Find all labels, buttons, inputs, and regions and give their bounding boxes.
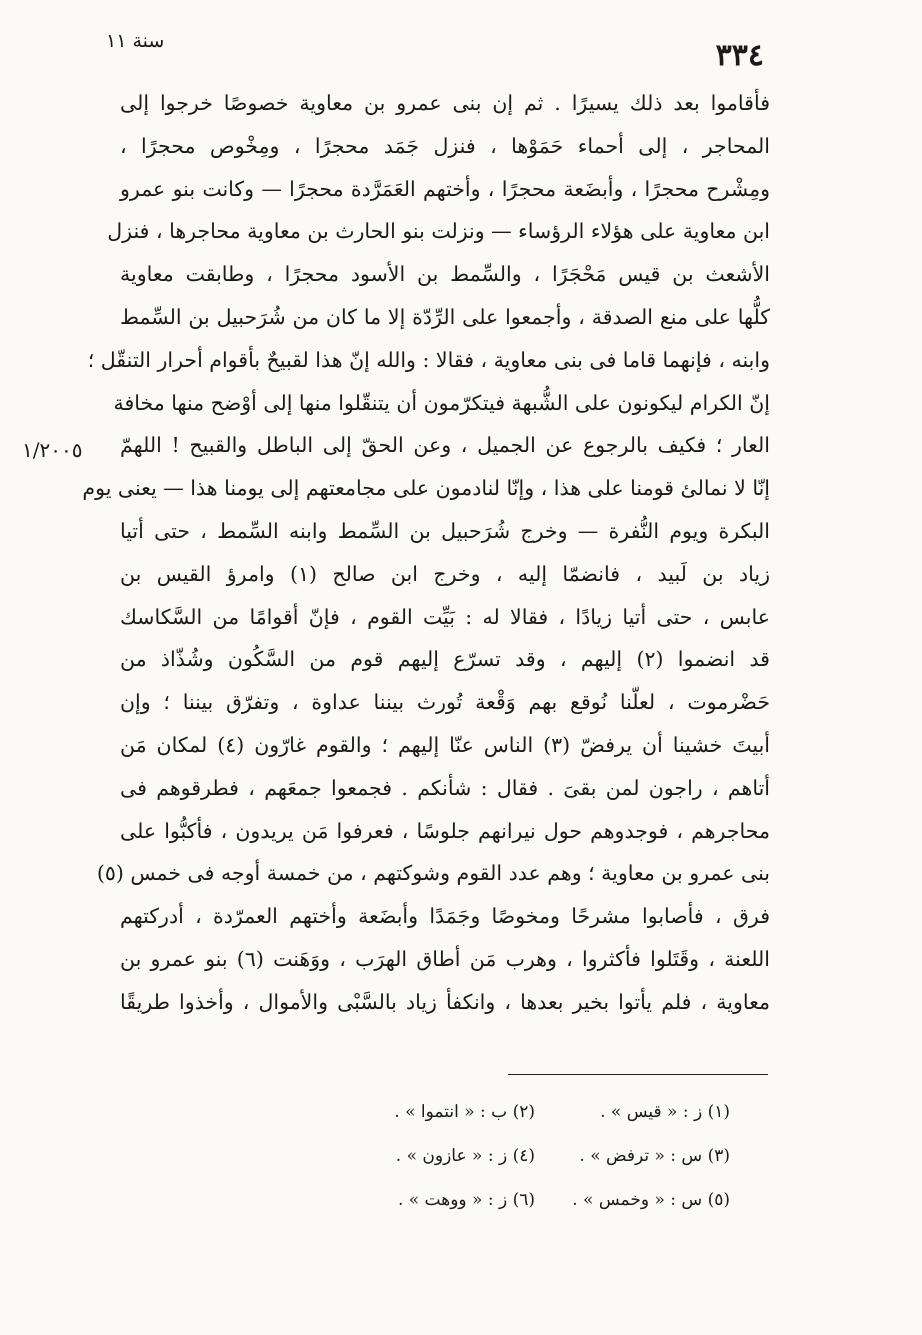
text-line: الأشعث بن قيس مَحْجَرًا ، والسِّمط بن الأسود محجرًا ، وطابقت معاوية (120, 262, 770, 287)
text-line: عابس ، حتى أتيا زيادًا ، فقالا له : بَيِّت القوم ، فإنّ أقوامًا من السَّكاسك (120, 604, 770, 629)
margin-reference: ١/٢٠٠٥ (22, 438, 83, 462)
body-text (82, 82, 770, 1024)
text-line: أبيتَ خشينا أن يرفضّ (٣) الناس عنّا إليهم ؛ والقوم غارّون (٤) لمكان مَن (120, 732, 770, 757)
text-line: ومِشْرح محجرًا ، وأبضَعة محجرًا ، وأختهم العَمَرَّدة محجرًا — وكانت بنو عمرو (120, 176, 770, 201)
footnote-2: (٢) ب : « انتموا » . (394, 1102, 535, 1122)
text-line: قد انضموا (٢) إليهم ، وقد تسرّع إليهم قوم من السَّكُون وشُذّاذ من (120, 647, 770, 672)
footnote-3: (٣) س : « ترفض » . (579, 1146, 730, 1166)
page-number: ٣٣٤ (715, 38, 764, 73)
text-line: بنى عمرو بن معاوية ؛ وهم عدد القوم وشوكتهم ، من خمسة أوجه فى خمس (٥) (96, 861, 770, 886)
footnote-1: (١) ز : « قيس » . (600, 1102, 730, 1122)
text-line: اللعنة ، وقَتَلوا فأكثروا ، وهرب مَن أطاق الهرَب ، ووَهَنت (٦) بنو عمرو بن (120, 946, 770, 971)
text-line: زياد بن لَبيد ، فانضمّا إليه ، وخرج ابن صالح (١) وامرؤ القيس بن (120, 561, 770, 586)
text-line: أتاهم ، راجون لمن بقىَ . فقال : شأنكم . فجمعوا جمعَهم ، فطرقوهم فى (120, 775, 770, 800)
text-line: محاجرهم ، فوجدوهم حول نيرانهم جلوسًا ، فعرفوا مَن يريدون ، فأكبُّوا على (120, 818, 770, 843)
footnote-row (340, 1090, 730, 1134)
footnote-divider (508, 1074, 768, 1075)
footnote-row (340, 1178, 730, 1222)
text-line: فأقاموا بعد ذلك يسيرًا . ثم إن بنى عمرو بن معاوية خصوصًا خرجوا إلى (120, 91, 770, 115)
text-line: حَضْرموت ، لعلّنا نُوقع بهم وَقْعة تُورث بيننا عداوة ، وتفرّق بيننا ؛ وإن (120, 690, 770, 715)
text-line: كلُّها على منع الصدقة ، وأجمعوا على الرِّدّة إلا ما كان من شُرَحبيل بن السِّمط (120, 304, 770, 329)
footnote-4: (٤) ز : « عازون » . (395, 1146, 535, 1166)
text-line: معاوية ، فلم يأتوا بخير بعدها ، وانكفأ زياد بالسَّبْى والأموال ، وأخذوا طريقًا (120, 989, 770, 1014)
text-line: فرق ، فأصابوا مشرحًا ومخوصًا وجَمَدًا وأبضَعة وأختهم العمرّدة ، أدركتهم (120, 904, 770, 929)
text-line: إنّا لا نمالئ قومنا على هذا ، وإنّا لنادمون على مجامعتهم إلى يومنا هذا — يعنى يوم (82, 476, 770, 501)
text-line: إنّ الكرام ليكونون على الشُّبهة فيتكرّمون أن يتنقّلوا منها إلى أوْضح منها مخافة (113, 390, 770, 415)
text-line: العار ؛ فكيف بالرجوع عن الجميل ، وعن الحقّ إلى الباطل والقبيح ! اللهمّ (120, 433, 770, 458)
footnote-row (340, 1134, 730, 1178)
footnote-6: (٦) ز : « ووهت » . (397, 1190, 535, 1210)
footnote-5: (٥) س : « وخمس » . (572, 1190, 730, 1210)
running-head-year: سنة ١١ (106, 30, 165, 52)
footnotes (340, 1090, 730, 1222)
text-line: وابنه ، فإنهما قاما فى بنى معاوية ، فقالا : والله إنّ هذا لقبيحٌ بأقوام أحرار التنقّل ؛ (87, 347, 770, 372)
page-header (0, 22, 922, 82)
text-line: البكرة ويوم النُّفرة — وخرج شُرَحبيل بن السِّمط وابنه السِّمط ، حتى أتيا (120, 518, 770, 543)
text-line: المحاجر ، إلى أحماء حَمَوْها ، فنزل جَمَد محجرًا ، ومِخْوص محجرًا ، (120, 133, 770, 158)
text-line: ابن معاوية على هؤلاء الرؤساء — ونزلت بنو الحارث بن معاوية محاجرها ، فنزل (107, 219, 770, 244)
